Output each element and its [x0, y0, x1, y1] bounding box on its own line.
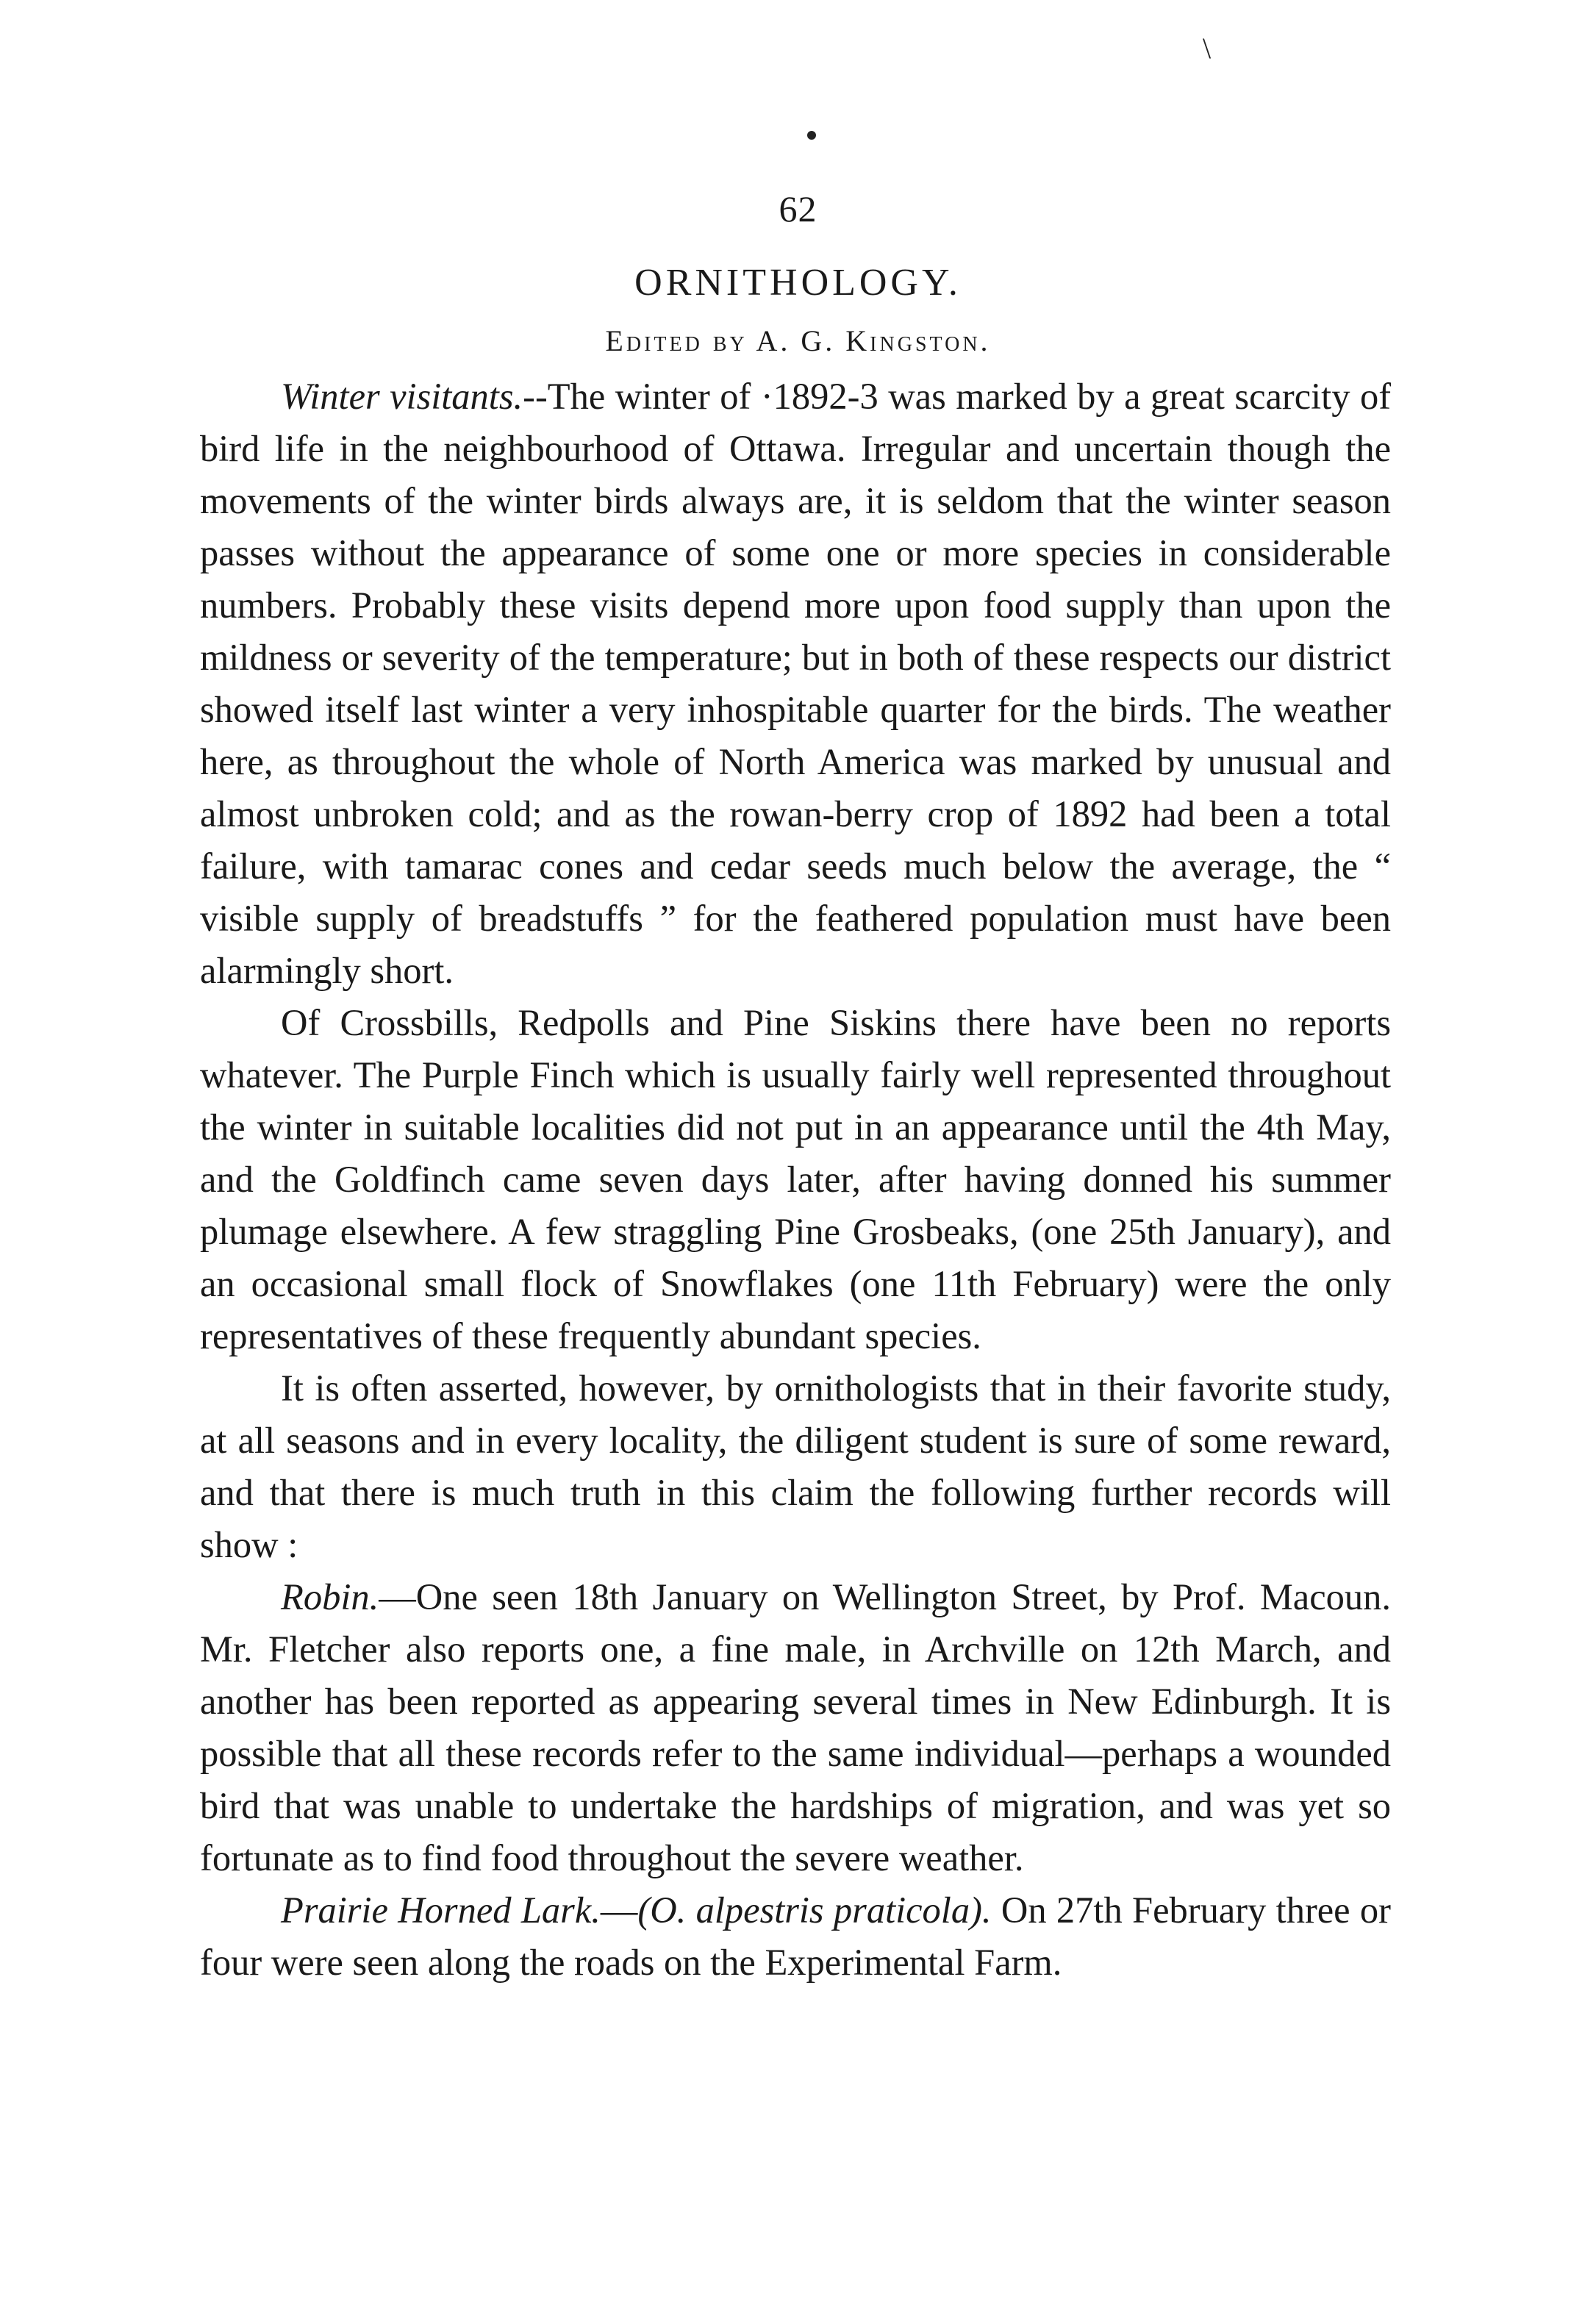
margin-dot-mark	[807, 131, 816, 140]
paragraph-heading: Prairie Horned Lark.	[281, 1889, 601, 1931]
editor-line: Edited by A. G. Kingston.	[605, 324, 991, 357]
paragraph-heading: Winter visitants.	[281, 376, 523, 417]
paragraph-prairie-horned-lark	[200, 1884, 1391, 1989]
section-title: ORNITHOLOGY.	[634, 262, 962, 304]
paragraph-heading: Robin.	[281, 1576, 379, 1617]
paragraph-text: The winter of ·1892-3 was marked by a great scarcity of bird life in the neighbourhood of Ottawa. Irregular and uncertain though the movements of the winter birds always are, it is seldom that the winter season passes without the appearance of some one or more species in considerable numbers. Probably these visits depend more upon food supply than upon the mildness or severity of the temperature; but in both of these respects our district showed itself last winter a very inhospitable quarter for the birds. The weather here, as throughout the whole of North America was marked by unusual and almost unbroken cold; and as the rowan-berry crop of 1892 had been a total failure, with tamarac cones and cedar seeds much below the average, the “ visible supply of breadstuffs ” for the feathered population must have been alarmingly short.	[200, 376, 1392, 991]
heading-separator: —	[379, 1576, 416, 1617]
heading-separator: —	[600, 1889, 638, 1931]
paragraph-text: One seen 18th January on Wellington Street, by Prof. Macoun. Mr. Fletcher also reports one, a fine male, in Archville on 12th March, and another has been reported as appearing several times in New Edinburgh. It is possible that all these records refer to the same individual—perhaps a wounded bird that was unable to undertake the hardships of migration, and was yet so fortunate as to find food throughout the severe weather.	[200, 1576, 1391, 1878]
article-body	[200, 371, 1391, 1989]
paragraph-text: On 27th February three or four were seen along the roads on the Experimental Farm.	[200, 1889, 1391, 1983]
paragraph-further-records	[200, 1362, 1391, 1571]
paragraph-winter-visitants	[200, 371, 1391, 997]
margin-tick-mark: \	[1203, 32, 1212, 65]
paragraph-crossbills	[200, 997, 1391, 1362]
heading-separator: --	[523, 376, 548, 417]
paragraph-text: Of Crossbills, Redpolls and Pine Siskins there have been no reports whatever. The Purple Finch which is usually fairly well represented throughout the winter in suitable localities did not put in an appearance until the 4th May, and the Goldfinch came seven days later, after having donned his summer plumage elsewhere. A few straggling Pine Grosbeaks, (one 25th January), and an occasional small flock of Snowflakes (one 11th February) were the only representatives of these frequently abundant species.	[200, 1002, 1391, 1356]
paragraph-robin	[200, 1571, 1391, 1884]
paragraph-text: It is often asserted, however, by ornithologists that in their favorite study, at all seasons and in every locality, the diligent student is sure of some reward, and that there is much truth in this claim the following further records will show :	[200, 1367, 1391, 1565]
page-number: 62	[779, 188, 817, 229]
scientific-name: (O. alpestris praticola).	[637, 1889, 992, 1931]
